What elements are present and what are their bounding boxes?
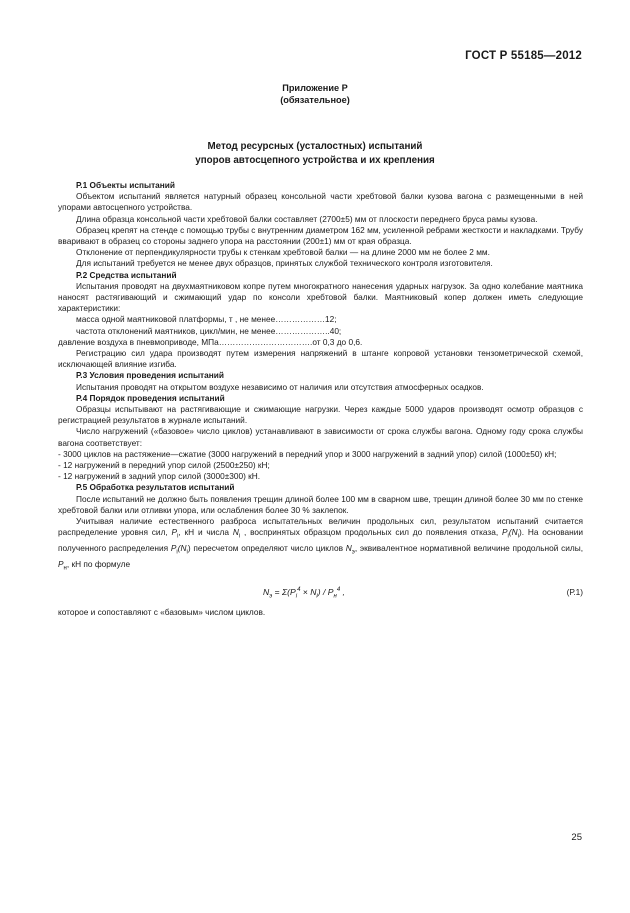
paragraph: Длина образца консольной части хребтовой балки составляет (2700±5) мм от плоскости переднего бруса рамы кузова. <box>76 213 538 224</box>
paragraph: Образцы испытывают на растягивающие и сжимающие нагрузки. Через каждые 5000 ударов производят осмотр образцов с регистрацией результатов в журнале испытаний. <box>58 404 583 426</box>
method-title <box>0 140 630 168</box>
method-title-line1: Метод ресурсных (усталостных) испытаний <box>207 141 423 152</box>
paragraph: После испытаний не должно быть появления трещин длиной более 100 мм в сварном шве, трещин длиной более 30 мм по стенке хребтовой балки или отливки упора, или ослабления более 30 % заклепок. <box>58 493 583 515</box>
paragraph: которое и сопоставляют с «базовым» числом циклов. <box>58 606 266 617</box>
paragraph: Испытания проводят на двухмаятниковом копре путем многократного нанесения ударных нагрузок. За одно колебание маятника наносят растягивающий и сжимающий удар по консоли хребтовой балки. Маятниковый копер должен иметь следующие характеристики: <box>58 280 583 314</box>
paragraph: Для испытаний требуется не менее двух образцов, принятых службой технического контроля изготовителя. <box>76 258 493 269</box>
formula-number: (Р.1) <box>566 586 583 597</box>
section-heading: Р.5 Обработка результатов испытаний <box>76 482 235 493</box>
paragraph: Испытания проводят на открытом воздухе независимо от наличия или отсутствия атмосферных осадков. <box>76 381 484 392</box>
formula-block <box>58 577 583 607</box>
annex-header <box>0 82 630 106</box>
paragraph: Число нагружений («базовое» число циклов) устанавливают в зависимости от срока службы вагона. Одному году срока службы вагона соответствует: <box>58 426 583 448</box>
standard-designation: ГОСТ Р 55185—2012 <box>465 50 582 62</box>
paragraph: Отклонение от перпендикулярности трубы к стенкам хребтовой балки — на длине 2000 мм не более 2 мм. <box>76 247 490 258</box>
list-item: частота отклонений маятников, цикл/мин, не менее………………..40; <box>76 325 342 336</box>
annex-status: (обязательное) <box>280 95 350 105</box>
list-item: - 12 нагружений в передний упор силой (2500±250) кН; <box>58 460 270 471</box>
method-title-line2: упоров автосцепного устройства и их крепления <box>195 155 435 166</box>
section-heading: Р.2 Средства испытаний <box>76 269 177 280</box>
annex-label: Приложение Р <box>282 83 348 93</box>
paragraph-with-symbols: Учитывая наличие естественного разброса испытательных величин продольных сил, результатом испытаний считается распределение уровня сил, $P_i$, кН и числа $N_i$ , воспринятых образцом продольных сил до появления отказа, $P_i(N_i)$. На основании полученного распределения $P_i(N_i)$ пересчетом определяют число циклов $N_э$, эквивалентное нормативной величине продольной силы, $P_н$, кН по формуле <box>58 516 584 572</box>
section-heading: Р.4 Порядок проведения испытаний <box>76 392 225 403</box>
paragraph: Образец крепят на стенде с помощью трубы с внутренним диаметром 162 мм, усиленной ребрами жесткости и накладками. Трубу вваривают в образец со стороны заднего упора на расстоянии (200±1) мм от края образца. <box>58 224 583 247</box>
paragraph: Объектом испытаний является натурный образец консольной части хребтовой балки кузова вагона с размещенными в ней упорами автосцепного устройства. <box>58 191 583 213</box>
page-number: 25 <box>571 832 582 843</box>
section-heading: Р.1 Объекты испытаний <box>76 180 175 190</box>
section-heading: Р.3 Условия проведения испытаний <box>76 370 224 381</box>
list-item: давление воздуха в пневмоприводе, МПа…………………………….от 0,3 до 0,6. <box>58 336 363 347</box>
formula-expression: $N_э = \Sigma(P_i^4 \times N_i) / P_н^4$ , <box>263 586 345 600</box>
document-body <box>58 180 583 618</box>
list-item: масса одной маятниковой платформы, т , не менее………………12; <box>76 314 337 325</box>
paragraph: Регистрацию сил удара производят путем измерения напряжений в штанге копровой установки тензометрической схемой, исключающей влияние изгиба. <box>58 348 583 370</box>
list-item: - 3000 циклов на растяжение—сжатие (3000 нагружений в передний упор и 3000 нагружений в задний упор) силой (1000±50) кН; <box>58 448 557 459</box>
list-item: - 12 нагружений в задний упор силой (3000±300) кН. <box>58 471 261 482</box>
